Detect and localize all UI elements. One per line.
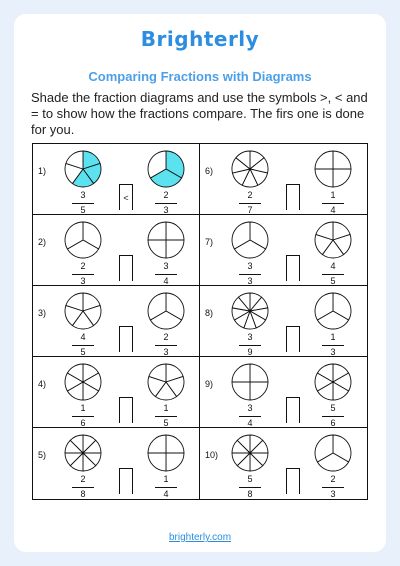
problem-cell: [33, 428, 200, 499]
pie-sector[interactable]: [315, 151, 333, 169]
instructions-text: Shade the fraction diagrams and use the symbols >, < and = to show how the fractions compare. The firs one is done for you.: [31, 90, 368, 137]
fraction-bar: [239, 416, 261, 417]
numerator: 3: [163, 261, 169, 271]
fraction-diagram[interactable]: [230, 291, 270, 331]
pie-sector[interactable]: [148, 240, 166, 258]
pie-sector[interactable]: [166, 222, 184, 240]
fraction-bar: [322, 487, 344, 488]
numerator: 2: [330, 474, 336, 484]
fraction-label: [235, 261, 265, 287]
fraction-bar: [155, 274, 177, 275]
denominator: 9: [247, 347, 253, 357]
problem-number: 7): [205, 237, 214, 247]
denominator: 3: [80, 276, 86, 286]
numerator: 3: [247, 332, 253, 342]
fraction-diagram[interactable]: [146, 149, 186, 189]
problem-cell: [33, 357, 200, 428]
fraction-label: [318, 261, 348, 287]
answer-box[interactable]: [286, 255, 300, 281]
fraction-bar: [322, 203, 344, 204]
problem-number: 9): [205, 379, 214, 389]
problem-cell: [200, 428, 367, 499]
denominator: 3: [330, 347, 336, 357]
pie-sector[interactable]: [148, 453, 166, 471]
problem-cell: [33, 144, 200, 215]
fraction-diagram[interactable]: [313, 362, 353, 402]
pie-sector[interactable]: [232, 382, 250, 400]
fraction-bar: [322, 345, 344, 346]
denominator: 3: [163, 205, 169, 215]
numerator: 4: [330, 261, 336, 271]
fraction-diagram[interactable]: [146, 220, 186, 260]
fraction-label: [151, 190, 181, 216]
fraction-label: [235, 474, 265, 500]
fraction-label: [68, 190, 98, 216]
problem-number: 6): [205, 166, 214, 176]
fraction-label: [318, 190, 348, 216]
fraction-bar: [72, 416, 94, 417]
problems-grid: [32, 143, 368, 500]
pie-sector[interactable]: [250, 364, 268, 382]
answer-box[interactable]: [286, 468, 300, 494]
fraction-bar: [239, 487, 261, 488]
footer-link[interactable]: brighterly.com: [168, 532, 232, 543]
denominator: 5: [163, 418, 169, 428]
fraction-diagram[interactable]: [63, 291, 103, 331]
worksheet: [14, 14, 386, 552]
fraction-diagram[interactable]: [230, 220, 270, 260]
fraction-label: [151, 474, 181, 500]
denominator: 5: [80, 205, 86, 215]
fraction-bar: [322, 416, 344, 417]
denominator: 7: [247, 205, 253, 215]
brand-logo: Brighterly: [140, 27, 260, 51]
pie-sector[interactable]: [232, 364, 250, 382]
fraction-bar: [155, 345, 177, 346]
answer-box[interactable]: [119, 326, 133, 352]
fraction-bar: [239, 274, 261, 275]
answer-box[interactable]: [119, 397, 133, 423]
problem-cell: [200, 215, 367, 286]
pie-sector[interactable]: [333, 169, 351, 187]
denominator: 4: [163, 489, 169, 499]
fraction-bar: [239, 345, 261, 346]
pie-sector[interactable]: [166, 240, 184, 258]
pie-sector[interactable]: [315, 169, 333, 187]
fraction-label: [235, 403, 265, 429]
problem-cell: [33, 215, 200, 286]
fraction-bar: [239, 203, 261, 204]
denominator: 4: [330, 205, 336, 215]
numerator: 1: [330, 332, 336, 342]
fraction-diagram[interactable]: [63, 149, 103, 189]
denominator: 8: [247, 489, 253, 499]
numerator: 5: [330, 403, 336, 413]
fraction-diagram[interactable]: [313, 149, 353, 189]
pie-sector[interactable]: [148, 435, 166, 453]
fraction-diagram[interactable]: [230, 433, 270, 473]
pie-sector[interactable]: [250, 382, 268, 400]
numerator: 3: [247, 261, 253, 271]
fraction-label: [318, 403, 348, 429]
fraction-diagram[interactable]: [63, 433, 103, 473]
denominator: 4: [247, 418, 253, 428]
numerator: 2: [163, 190, 169, 200]
answer-box[interactable]: [119, 255, 133, 281]
fraction-label: [235, 332, 265, 358]
numerator: 2: [247, 190, 253, 200]
fraction-diagram[interactable]: [313, 220, 353, 260]
fraction-bar: [72, 203, 94, 204]
pie-sector[interactable]: [166, 435, 184, 453]
fraction-diagram[interactable]: [63, 220, 103, 260]
problem-cell: [200, 286, 367, 357]
fraction-diagram[interactable]: [146, 433, 186, 473]
problem-number: 2): [38, 237, 47, 247]
worksheet-title: Comparing Fractions with Diagrams: [88, 69, 312, 84]
denominator: 6: [330, 418, 336, 428]
problem-cell: [33, 286, 200, 357]
fraction-label: [151, 403, 181, 429]
fraction-label: [68, 261, 98, 287]
numerator: 1: [330, 190, 336, 200]
fraction-label: [318, 474, 348, 500]
problem-number: 10): [205, 450, 219, 460]
fraction-label: [151, 261, 181, 287]
numerator: 1: [163, 474, 169, 484]
denominator: 3: [247, 276, 253, 286]
fraction-label: [68, 332, 98, 358]
fraction-diagram[interactable]: [230, 362, 270, 402]
denominator: 8: [80, 489, 86, 499]
problem-number: 8): [205, 308, 214, 318]
problem-number: 4): [38, 379, 47, 389]
fraction-bar: [155, 487, 177, 488]
numerator: 4: [80, 332, 86, 342]
fraction-bar: [72, 487, 94, 488]
numerator: 2: [163, 332, 169, 342]
fraction-bar: [322, 274, 344, 275]
fraction-label: [68, 474, 98, 500]
fraction-diagram[interactable]: [146, 362, 186, 402]
denominator: 5: [80, 347, 86, 357]
numerator: 2: [80, 474, 86, 484]
numerator: 1: [80, 403, 86, 413]
denominator: 4: [163, 276, 169, 286]
pie-sector[interactable]: [333, 151, 351, 169]
numerator: 2: [80, 261, 86, 271]
fraction-label: [318, 332, 348, 358]
problem-cell: [200, 144, 367, 215]
answer-box[interactable]: [286, 397, 300, 423]
numerator: 3: [80, 190, 86, 200]
problem-number: 3): [38, 308, 47, 318]
fraction-diagram[interactable]: [146, 291, 186, 331]
denominator: 3: [163, 347, 169, 357]
fraction-bar: [72, 345, 94, 346]
numerator: 3: [247, 403, 253, 413]
fraction-diagram[interactable]: [313, 291, 353, 331]
fraction-diagram[interactable]: [313, 433, 353, 473]
fraction-bar: [155, 203, 177, 204]
fraction-bar: [72, 274, 94, 275]
answer-box[interactable]: [286, 184, 300, 210]
answer-box[interactable]: [286, 326, 300, 352]
pie-sector[interactable]: [166, 453, 184, 471]
fraction-label: [68, 403, 98, 429]
fraction-bar: [155, 416, 177, 417]
denominator: 5: [330, 276, 336, 286]
fraction-diagram[interactable]: [63, 362, 103, 402]
denominator: 3: [330, 489, 336, 499]
denominator: 6: [80, 418, 86, 428]
numerator: 1: [163, 403, 169, 413]
problem-number: 1): [38, 166, 47, 176]
pie-sector[interactable]: [148, 222, 166, 240]
problem-number: 5): [38, 450, 47, 460]
fraction-label: [151, 332, 181, 358]
numerator: 5: [247, 474, 253, 484]
answer-box[interactable]: [119, 468, 133, 494]
fraction-diagram[interactable]: [230, 149, 270, 189]
answer-box[interactable]: <: [119, 184, 133, 210]
problem-cell: [200, 357, 367, 428]
fraction-label: [235, 190, 265, 216]
